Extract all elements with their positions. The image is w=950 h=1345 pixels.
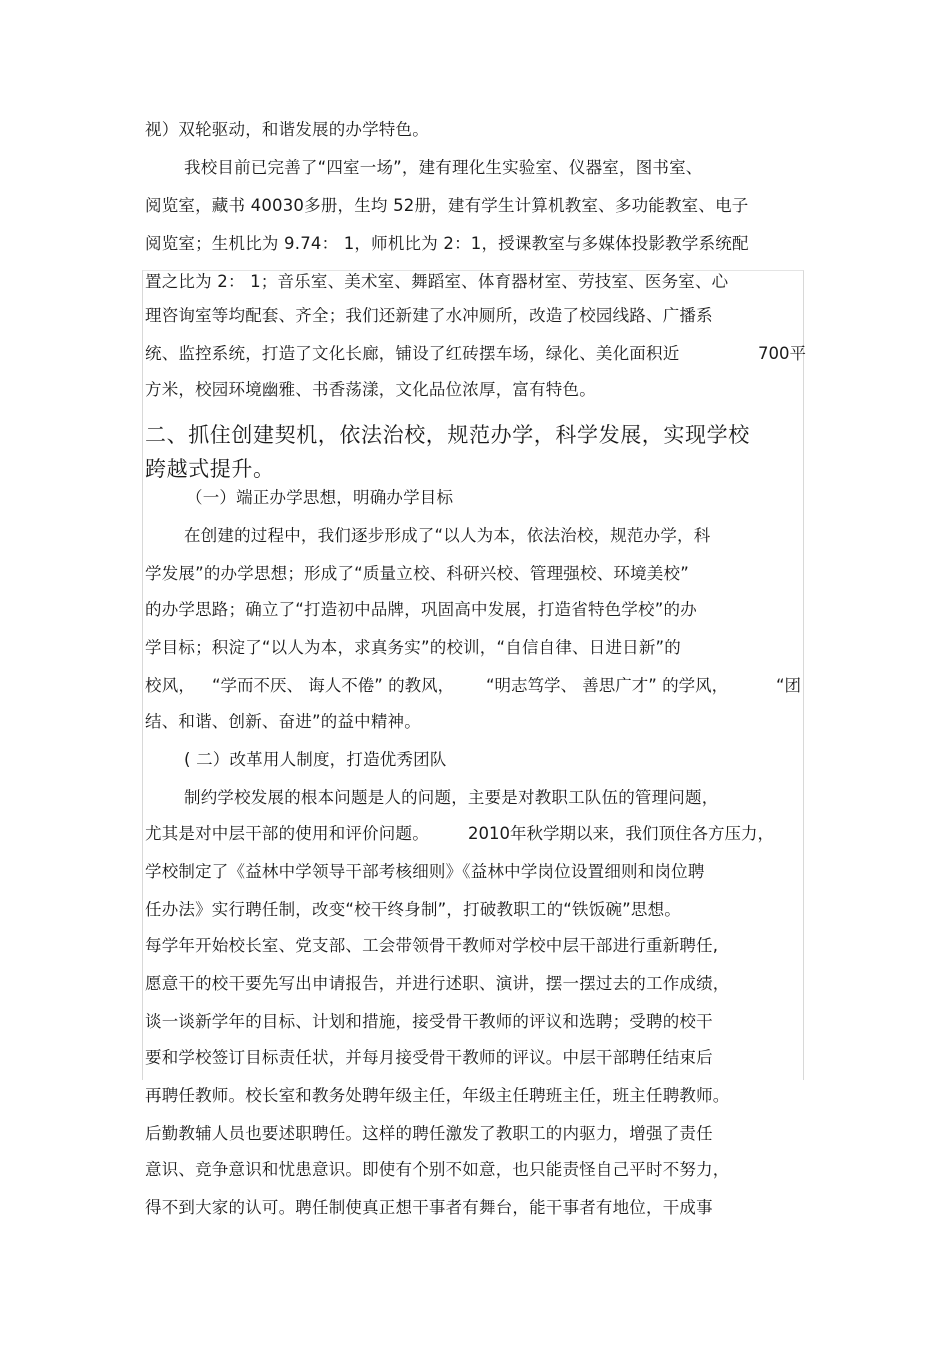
text-line: 任办法》实行聘任制，改变“校干终身制”，打破教职工的“铁饭碗”思想。 [145, 900, 681, 919]
text-fragment: 尤其是对中层干部的使用和评价问题。 [145, 824, 429, 843]
text-fragment: 校风， [145, 676, 196, 695]
text-fragment: “团 [776, 676, 802, 695]
text-line: 置之比为 2： 1；音乐室、美术室、舞蹈室、体育器材室、劳技室、医务室、心 [145, 272, 729, 291]
text-fragment: 700平 [758, 344, 806, 363]
text-line: 阅览室，藏书 40030多册，生均 52册，建有学生计算机教室、多功能教室、电子 [145, 196, 749, 215]
paragraph-start: 我校目前已完善了“四室一场”，建有理化生实验室、仪器室，图书室、 [184, 158, 703, 177]
subsection-heading: ( 二）改革用人制度，打造优秀团队 [184, 750, 447, 769]
text-line: 学目标；积淀了“以人为本，求真务实”的校训，“自信自律、日进日新”的 [145, 638, 681, 657]
text-fragment: “学而不厌、 诲人不倦” 的教风， [212, 676, 455, 695]
text-line: 统、监控系统，打造了文化长廊，铺设了红砖摆车场，绿化、美化面积近 [145, 344, 680, 363]
text-line: 谈一谈新学年的目标、计划和措施，接受骨干教师的评议和选聘；受聘的校干 [145, 1012, 713, 1031]
section-heading: 二、抓住创建契机，依法治校，规范办学，科学发展，实现学校 [145, 423, 750, 447]
text-line: 得不到大家的认可。聘任制使真正想干事者有舞台，能干事者有地位，干成事 [145, 1198, 713, 1217]
text-line: 再聘任教师。校长室和教务处聘年级主任，年级主任聘班主任，班主任聘教师。 [145, 1086, 730, 1105]
text-line: 视）双轮驱动，和谐发展的办学特色。 [145, 120, 429, 139]
text-line: 意识、竞争意识和忧患意识。即使有个别不如意，也只能责怪自己平时不努力， [145, 1160, 730, 1179]
text-line: 愿意干的校干要先写出申请报告，并进行述职、演讲，摆一摆过去的工作成绩， [145, 974, 730, 993]
subsection-heading: （一）端正办学思想，明确办学目标 [186, 488, 454, 507]
paragraph-start: 在创建的过程中，我们逐步形成了“以人为本，依法治校，规范办学，科 [184, 526, 711, 545]
text-fragment: “明志笃学、 善思广才” 的学风， [486, 676, 729, 695]
text-fragment: 2010年秋学期以来，我们顶住各方压力， [468, 824, 774, 843]
text-line: 的办学思路；确立了“打造初中品牌，巩固高中发展，打造省特色学校”的办 [145, 600, 697, 619]
section-heading-cont: 跨越式提升。 [145, 457, 275, 481]
text-line: 阅览室；生机比为 9.74： 1，师机比为 2：1，授课教室与多媒体投影教学系统配 [145, 234, 749, 253]
text-line: 后勤教辅人员也要述职聘任。这样的聘任激发了教职工的内驱力，增强了责任 [145, 1124, 713, 1143]
text-line: 理咨询室等均配套、齐全；我们还新建了水冲厕所，改造了校园线路、广播系 [145, 306, 713, 325]
paragraph-start: 制约学校发展的根本问题是人的问题，主要是对教职工队伍的管理问题， [184, 788, 719, 807]
text-line: 学发展”的办学思想；形成了“质量立校、科研兴校、管理强校、环境美校” [145, 564, 689, 583]
text-line: 要和学校签订目标责任状，并每月接受骨干教师的评议。中层干部聘任结束后 [145, 1048, 713, 1067]
text-line: 结、和谐、创新、奋进”的益中精神。 [145, 712, 421, 731]
text-line: 学校制定了《益林中学领导干部考核细则》《益林中学岗位设置细则和岗位聘 [145, 862, 705, 881]
text-line: 方米，校园环境幽雅、书香荡漾，文化品位浓厚，富有特色。 [145, 380, 596, 399]
text-line: 每学年开始校长室、党支部、工会带领骨干教师对学校中层干部进行重新聘任, [145, 936, 719, 955]
